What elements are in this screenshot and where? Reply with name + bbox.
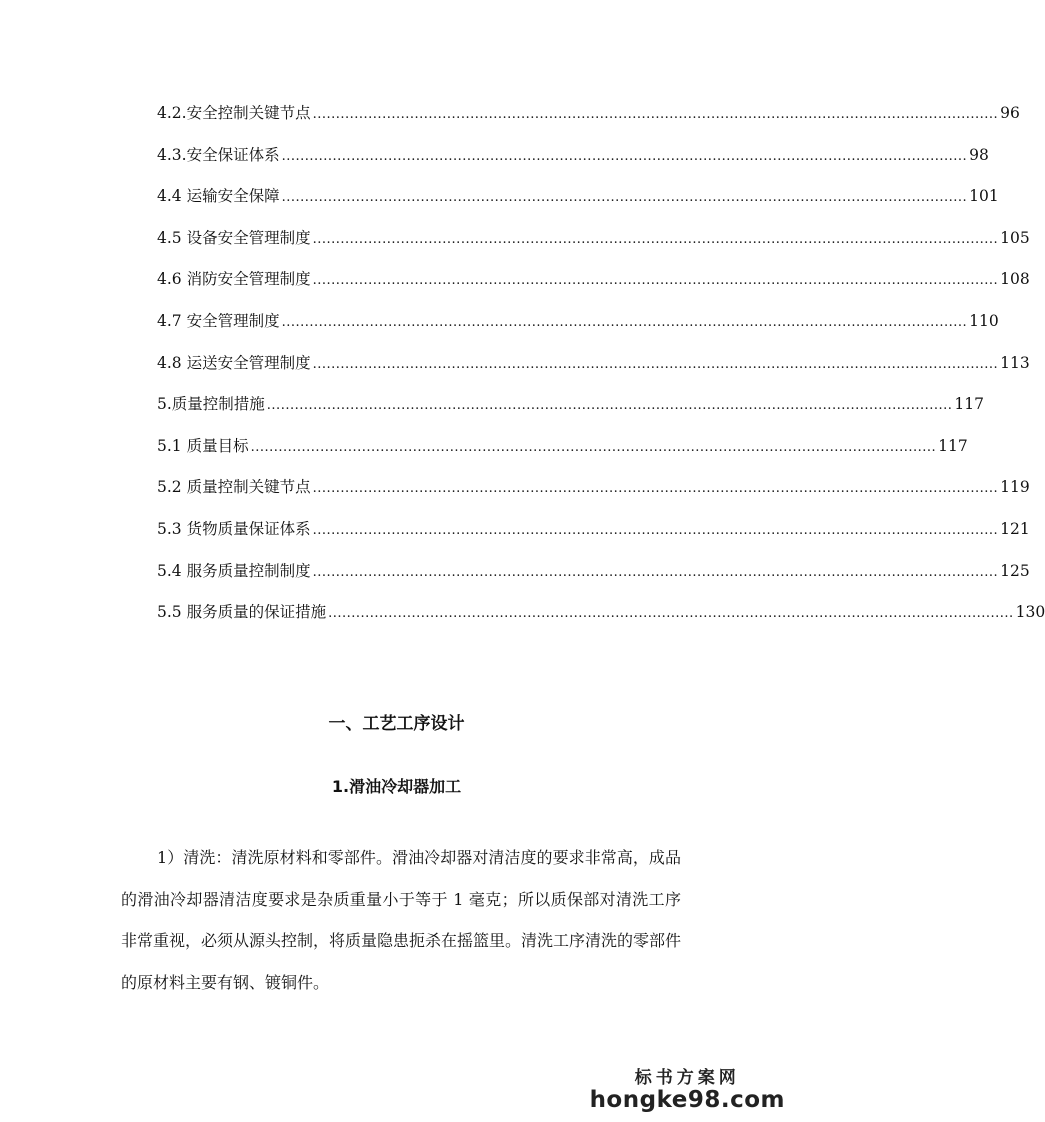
toc-entry[interactable] [157, 559, 1030, 601]
toc-entry[interactable] [157, 434, 968, 476]
toc-entry-page: 119 [1000, 478, 1030, 497]
toc-entry-page: 110 [969, 311, 999, 330]
toc-entry-label: 4.6 消防安全管理制度 [157, 270, 311, 289]
toc-entry[interactable] [157, 517, 1030, 559]
toc-leader-dots: .................................................................................................................................................... [312, 481, 999, 497]
table-of-contents [157, 101, 1045, 642]
toc-entry-page: 98 [969, 145, 989, 164]
toc-entry-label: 5.1 质量目标 [157, 436, 249, 455]
toc-entry-page: 113 [1000, 353, 1030, 372]
toc-entry-page: 117 [954, 395, 984, 414]
toc-entry-label: 5.质量控制措施 [157, 395, 265, 414]
toc-entry-page: 121 [1000, 519, 1030, 538]
toc-entry-page: 96 [1000, 104, 1020, 122]
toc-entry-label: 4.5 设备安全管理制度 [157, 228, 311, 247]
toc-leader-dots: .................................................................................................................................................... [312, 564, 999, 580]
toc-entry-page: 101 [969, 187, 999, 206]
toc-entry[interactable] [157, 309, 999, 351]
toc-entry-page: 130 [1015, 603, 1045, 622]
section-title: 一、工艺工序设计 [328, 714, 465, 734]
section-subtitle: 1.滑油冷却器加工 [331, 777, 462, 796]
toc-entry[interactable] [157, 143, 989, 185]
watermark-url: hongke98.com [589, 1087, 785, 1113]
toc-entry-page: 105 [1000, 228, 1030, 247]
toc-entry[interactable] [157, 101, 1020, 143]
watermark-title: 标书方案网 [634, 1068, 740, 1088]
toc-entry[interactable] [157, 392, 984, 434]
toc-entry-label: 4.3.安全保证体系 [157, 145, 280, 164]
toc-entry-label: 4.7 安全管理制度 [157, 311, 280, 330]
toc-entry[interactable] [157, 351, 1030, 393]
toc-entry-page: 117 [938, 436, 968, 455]
toc-leader-dots: .................................................................................................................................................... [312, 273, 999, 289]
toc-entry-label: 5.3 货物质量保证体系 [157, 519, 311, 538]
toc-entry-label: 4.4 运输安全保障 [157, 187, 280, 206]
toc-leader-dots: .................................................................................................................................................... [281, 148, 968, 164]
body-paragraph: 1）清洗：清洗原材料和零部件。滑油冷却器对清洁度的要求非常高，成品的滑油冷却器清洁度要求是杂质重量小于等于 1 毫克；所以质保部对清洗工序非常重视，必须从源头控制，将质量隐患扼杀在摇篮里。清洗工序清洗的零部件的原材料主要有钢、镀铜件。 [121, 848, 682, 992]
toc-entry-page: 108 [1000, 270, 1030, 289]
toc-entry[interactable] [157, 226, 1030, 268]
toc-leader-dots: .................................................................................................................................................... [312, 231, 999, 247]
toc-leader-dots: .................................................................................................................................................... [312, 107, 999, 122]
site-watermark [590, 1063, 785, 1112]
toc-entry-label: 4.2.安全控制关键节点 [157, 104, 311, 122]
toc-leader-dots: .................................................................................................................................................... [328, 606, 1014, 622]
toc-leader-dots: .................................................................................................................................................... [266, 398, 953, 414]
toc-entry[interactable] [157, 267, 1030, 309]
toc-entry-label: 4.8 运送安全管理制度 [157, 353, 311, 372]
toc-leader-dots: .................................................................................................................................................... [250, 439, 937, 455]
toc-entry-page: 125 [1000, 561, 1030, 580]
toc-leader-dots: .................................................................................................................................................... [281, 190, 968, 206]
toc-entry-label: 5.2 质量控制关键节点 [157, 478, 311, 497]
toc-leader-dots: .................................................................................................................................................... [281, 314, 968, 330]
toc-leader-dots: .................................................................................................................................................... [312, 522, 999, 538]
toc-entry-label: 5.5 服务质量的保证措施 [157, 603, 327, 622]
toc-entry-label: 5.4 服务质量控制制度 [157, 561, 311, 580]
toc-entry[interactable] [157, 475, 1030, 517]
toc-entry[interactable] [157, 600, 1045, 642]
toc-entry[interactable] [157, 184, 999, 226]
toc-leader-dots: .................................................................................................................................................... [312, 356, 999, 372]
